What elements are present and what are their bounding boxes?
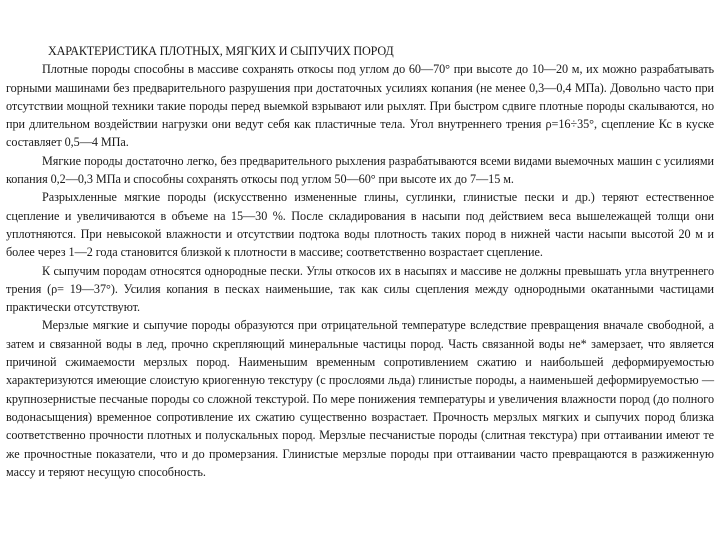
document-title: ХАРАКТЕРИСТИКА ПЛОТНЫХ, МЯГКИХ И СЫПУЧИХ ПОРОД xyxy=(48,44,394,58)
paragraph-frozen-rocks: Мерзлые мягкие и сыпучие породы образуются при отрицательной температуре вследствие превращения вначале свободной, а затем и связанной воды в лед, прочно скрепляющий минеральные частицы пород. Часть связанной воды не* замерзает, что является причиной сжимаемости мерзлых пород. Наименьшим временным сопротивлением сжатию и наибольшей деформируемостью характеризуются имеющие слоистую криогенную текстуру (с прослоями льда) глинистые породы, а наименьшей деформируемостью — крупнозернистые песчаные породы со сложной текстурой. По мере понижения температуры и увеличения влажности пород (до полного водонасыщения) временное сопротивление их сжатию существенно возрастает. Прочность мерзлых мягких и сыпучих пород близка соответственно прочности плотных и полускальных пород. Мерзлые песчанистые породы (слитная текстура) при оттаивании имеют те же прочностные показатели, что и до промерзания. Глинистые мерзлые породы при оттаивании часто превращаются в разжиженную массу и теряют несущую способность. xyxy=(6,318,714,479)
document-page xyxy=(6,42,714,481)
paragraph-loosened-soft-rocks: Разрыхленные мягкие породы (искусственно измененные глины, суглинки, глинистые пески и др.) теряют естественное сцепление и увеличиваются в объеме на 15—30 %. После складирования в насыпи под действием веса вышележащей толщи они уплотняются. При невысокой влажности и отсутствии подтока воды плотность таких пород в нижней части насыпи высотой 20 м и более через 1—2 года становится близкой к плотности в массиве; соответственно возрастает сцепление. xyxy=(6,190,714,260)
paragraph-soft-rocks: Мягкие породы достаточно легко, без предварительного рыхления разрабатываются всеми видами выемочных машин с усилиями копания 0,2—0,3 МПа и способны сохранять откосы под углом 50—60° при высоте их до 7—15 м. xyxy=(6,153,714,187)
paragraph-granular-rocks: К сыпучим породам относятся однородные пески. Углы откосов их в насыпях и массиве не должны превышать угла внутреннего трения (ρ= 19—37°). Усилия копания в песках наименьшие, так как силы сцепления между однородными окатанными частицами практически отсутствуют. xyxy=(6,263,714,315)
paragraph-dense-rocks: Плотные породы способны в массиве сохранять откосы под углом до 60—70° при высоте до 10—20 м, их можно разрабатывать горными машинами без предварительного разрушения при достаточных усилиях копания (не менее 0,3—0,4 МПа). Довольно часто при отсутствии мощной техники такие породы перед выемкой взрывают или рыхлят. При быстром сдвиге плотные породы скалываются, но при длительном воздействии нагрузки они ведут себя как пластичные тела. Угол внутреннего трения ρ=16÷35°, сцепление Кс в куске составляет 0,5—4 МПа. xyxy=(6,62,714,150)
